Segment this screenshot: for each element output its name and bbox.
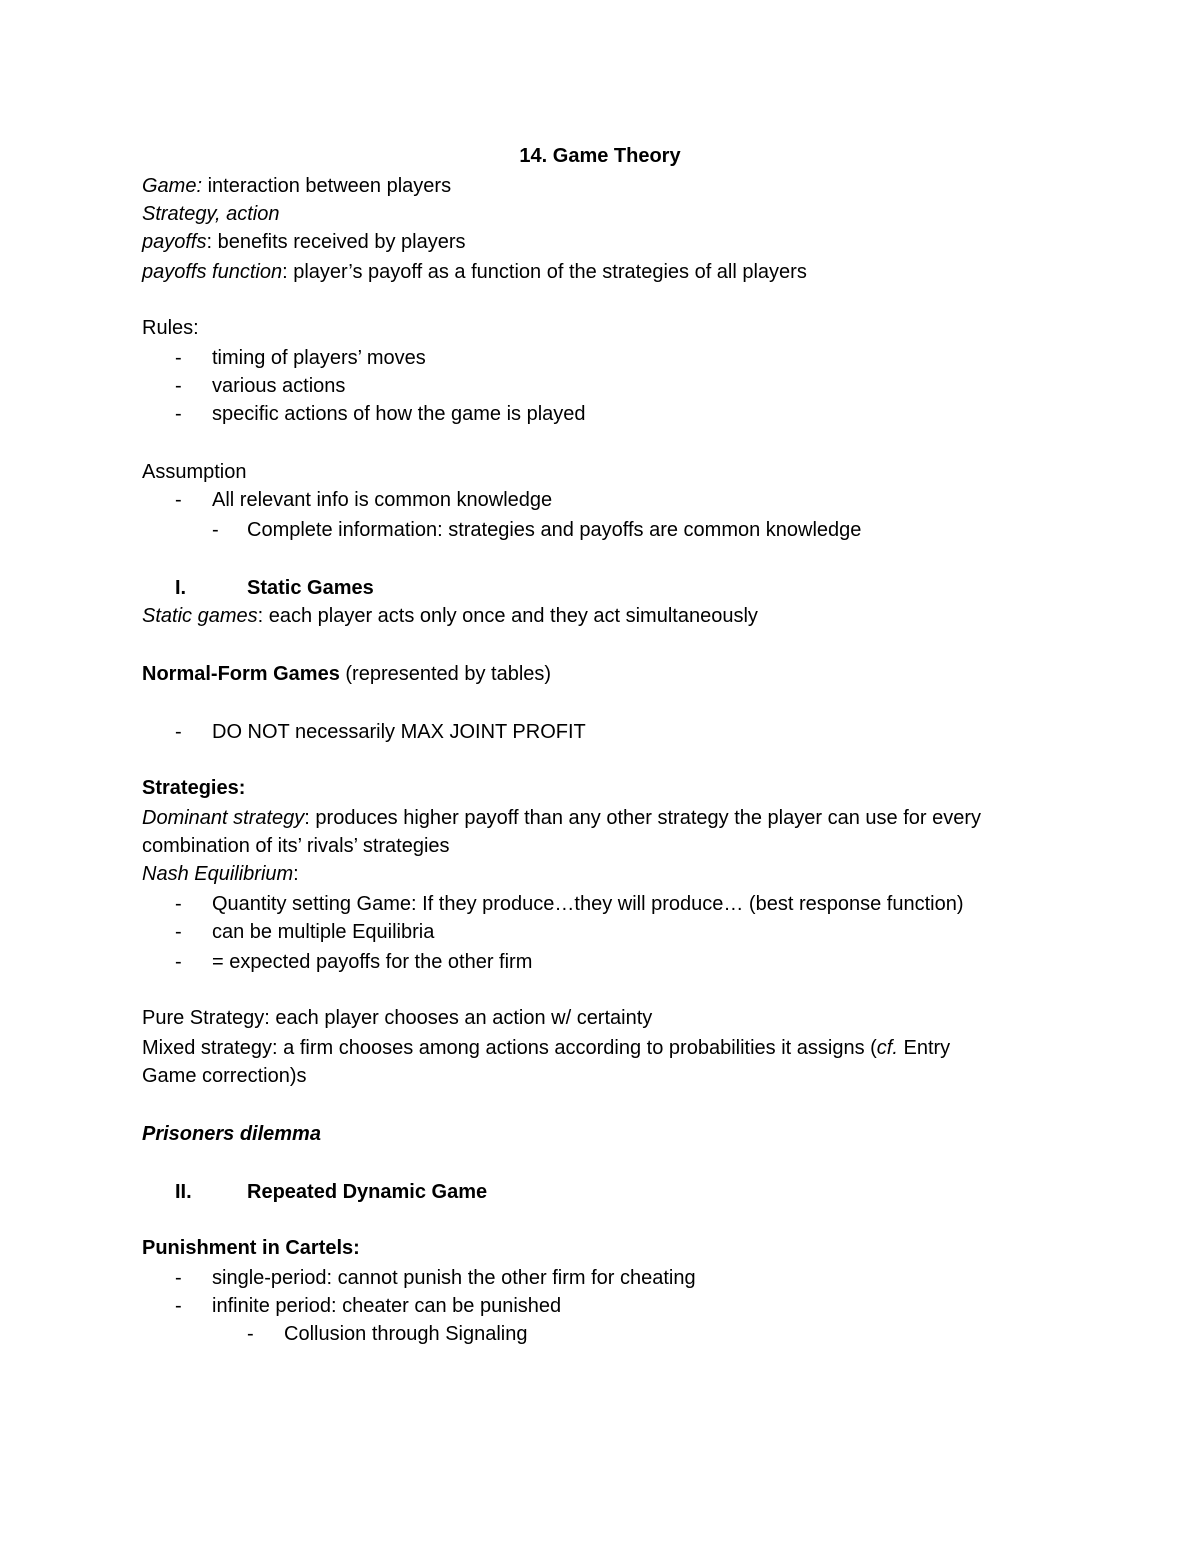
- definition-strategy: Strategy, action: [142, 203, 280, 225]
- assumption-item: All relevant info is common knowledge: [212, 489, 553, 511]
- section-numeral: II.: [175, 1181, 192, 1203]
- normal-form-heading: Normal-Form Games (represented by tables): [142, 663, 552, 685]
- bullet-dash: -: [175, 1267, 182, 1289]
- rules-item: timing of players’ moves: [212, 347, 426, 369]
- rules-heading: Rules:: [142, 317, 199, 339]
- bullet-dash: -: [175, 893, 182, 915]
- assumption-heading: Assumption: [142, 461, 247, 483]
- definition-dominant-strategy-cont: combination of its’ rivals’ strategies: [142, 835, 450, 857]
- bullet-dash: -: [175, 489, 182, 511]
- section-title: Repeated Dynamic Game: [247, 1181, 488, 1203]
- bullet-dash: -: [175, 347, 182, 369]
- punishment-item: single-period: cannot punish the other firm for cheating: [212, 1267, 696, 1289]
- bullet-dash: -: [175, 721, 182, 743]
- definition-dominant-strategy: Dominant strategy: produces higher payoff than any other strategy the player can use for every: [142, 807, 981, 829]
- page-title: 14. Game Theory: [519, 145, 681, 167]
- rules-item: various actions: [212, 375, 346, 397]
- mixed-strategy-cont: Game correction)s: [142, 1065, 307, 1087]
- definition-game: Game: interaction between players: [142, 175, 452, 197]
- normal-form-item: DO NOT necessarily MAX JOINT PROFIT: [212, 721, 586, 743]
- nash-item: Quantity setting Game: If they produce…they will produce… (best response function): [212, 893, 964, 915]
- section-title: Static Games: [247, 577, 374, 599]
- term: Game:: [142, 175, 203, 197]
- definition-payoffs: payoffs: benefits received by players: [142, 231, 466, 253]
- bullet-dash: -: [175, 375, 182, 397]
- bullet-dash: -: [175, 1295, 182, 1317]
- assumption-subitem: Complete information: strategies and payoffs are common knowledge: [247, 519, 862, 541]
- nash-item: can be multiple Equilibria: [212, 921, 435, 943]
- punishment-subitem: Collusion through Signaling: [284, 1323, 528, 1345]
- section-numeral: I.: [175, 577, 187, 599]
- punishment-heading: Punishment in Cartels:: [142, 1237, 360, 1259]
- punishment-item: infinite period: cheater can be punished: [212, 1295, 562, 1317]
- definition-payoffs-function: payoffs function: player’s payoff as a function of the strategies of all players: [142, 261, 807, 283]
- pure-strategy: Pure Strategy: each player chooses an action w/ certainty: [142, 1007, 653, 1029]
- definition-static-games: Static games: each player acts only once and they act simultaneously: [142, 605, 758, 627]
- definition-nash: Nash Equilibrium:: [142, 863, 299, 885]
- bullet-dash: -: [175, 403, 182, 425]
- prisoners-dilemma: Prisoners dilemma: [142, 1123, 321, 1145]
- bullet-dash: -: [212, 519, 219, 541]
- bullet-dash: -: [175, 921, 182, 943]
- bullet-dash: -: [175, 951, 182, 973]
- bullet-dash: -: [247, 1323, 254, 1345]
- nash-item: = expected payoffs for the other firm: [212, 951, 533, 973]
- mixed-strategy: Mixed strategy: a firm chooses among actions according to probabilities it assigns (cf. Entry: [142, 1037, 951, 1059]
- rules-item: specific actions of how the game is played: [212, 403, 586, 425]
- strategies-heading: Strategies:: [142, 777, 246, 799]
